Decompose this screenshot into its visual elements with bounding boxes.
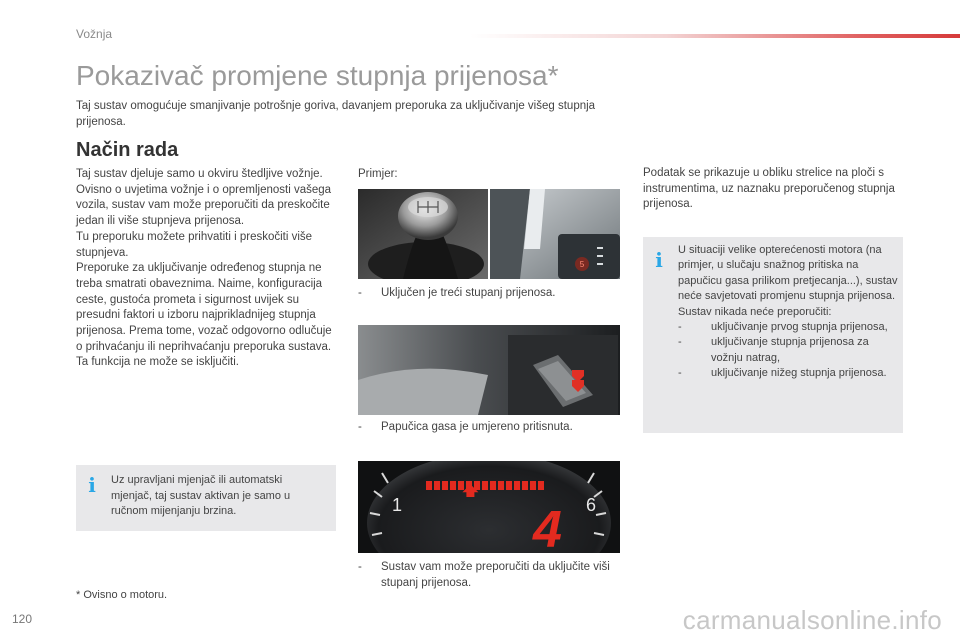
- section-tag: Vožnja: [76, 27, 113, 41]
- caption-text: Sustav vam može preporučiti da uključite viši stupanj prijenosa.: [381, 561, 610, 589]
- info-sub: Sustav nikada neće preporučiti:: [678, 305, 832, 318]
- page-title: Pokazivač promjene stupnja prijenosa*: [76, 60, 559, 91]
- info-box-text: [678, 243, 900, 382]
- intro-text: Taj sustav omogućuje smanjivanje potrošnje goriva, davanjem preporuka za uključivanje višeg stupnja prijenosa.: [76, 100, 596, 128]
- list-text: uključivanje stupnja prijenosa za vožnju natrag,: [711, 336, 869, 364]
- caption-text: Uključen je treći stupanj prijenosa.: [381, 287, 556, 299]
- info-list: [678, 320, 900, 382]
- gear-lever-photo: [358, 189, 488, 279]
- page-number: 120: [12, 612, 33, 626]
- info-icon: i: [655, 248, 663, 272]
- caption-dash: -: [358, 421, 362, 433]
- svg-text:5: 5: [579, 260, 585, 269]
- section-heading: Način rada: [76, 139, 179, 161]
- gear-digit: 4: [533, 501, 562, 553]
- list-item: [678, 335, 900, 366]
- col1-body: [76, 167, 338, 371]
- paragraph: Ovisno o uvjetima vožnje i o opremljenosti vašega vozila, sustav vam može preporučiti da preskočite jedan ili više stupnjeva prijenosa.: [76, 183, 332, 228]
- list-item: [678, 320, 900, 335]
- caption-dash: -: [358, 561, 362, 573]
- gauge-right-digit: 6: [586, 495, 597, 515]
- paragraph: Ta funkcija ne može se isključiti.: [76, 356, 239, 369]
- paragraph: Preporuke za uključivanje određenog stupnja ne treba smatrati obaveznima. Naime, konfiguracija ceste, gustoća prometa i sigurnost uvijek su presudni faktori u izboru najprikladnijeg stupnja prijenosa. Prema tome, vozač odgovorno odlučuje o prihvaćanju ili neprihvaćanju preporuka sustava.: [76, 262, 332, 353]
- example-label: Primjer:: [358, 168, 398, 180]
- list-text: uključivanje prvog stupnja prijenosa,: [711, 321, 888, 334]
- info-icon: i: [88, 473, 96, 497]
- dashboard-indicator-photo: [490, 189, 620, 279]
- paragraph: Podatak se prikazuje u obliku strelice na ploči s instrumentima, uz naznaku preporučenog stupnja prijenosa.: [643, 167, 895, 211]
- list-dash: -: [678, 367, 682, 380]
- col3-body: [643, 166, 905, 213]
- info-box-text: Uz upravljani mjenjač ili automatski mjenjač, taj sustav aktivan je samo u ručnom mijenjanju brzina.: [111, 474, 291, 517]
- list-dash: -: [678, 336, 682, 349]
- pedal-photo: [358, 325, 620, 415]
- watermark: carmanualsonline.info: [682, 605, 942, 635]
- info-box-engine-load: [643, 237, 903, 433]
- list-dash: -: [678, 321, 682, 334]
- paragraph: Taj sustav djeluje samo u okviru štedljive vožnje.: [76, 168, 323, 180]
- instrument-cluster-photo: [358, 461, 620, 553]
- caption-dash: -: [358, 287, 362, 299]
- gauge-left-digit: 1: [392, 495, 403, 515]
- header-bar: [470, 34, 960, 38]
- footnote: * Ovisno o motoru.: [76, 589, 168, 601]
- paragraph: Tu preporuku možete prihvatiti i preskočiti više stupnjeva.: [76, 230, 313, 259]
- list-text: uključivanje nižeg stupnja prijenosa.: [711, 367, 887, 380]
- info-box-gearbox: [76, 465, 336, 531]
- info-lead: U situaciji velike opterećenosti motora (na primjer, u slučaju snažnog pritiska na papučicu gasa prilikom pretjecanja...), sustav neće savjetovati promjenu stupnja prijenosa.: [678, 244, 898, 303]
- list-item: [678, 366, 900, 381]
- caption-text: Papučica gasa je umjereno pritisnuta.: [381, 421, 573, 433]
- caption: [358, 560, 620, 592]
